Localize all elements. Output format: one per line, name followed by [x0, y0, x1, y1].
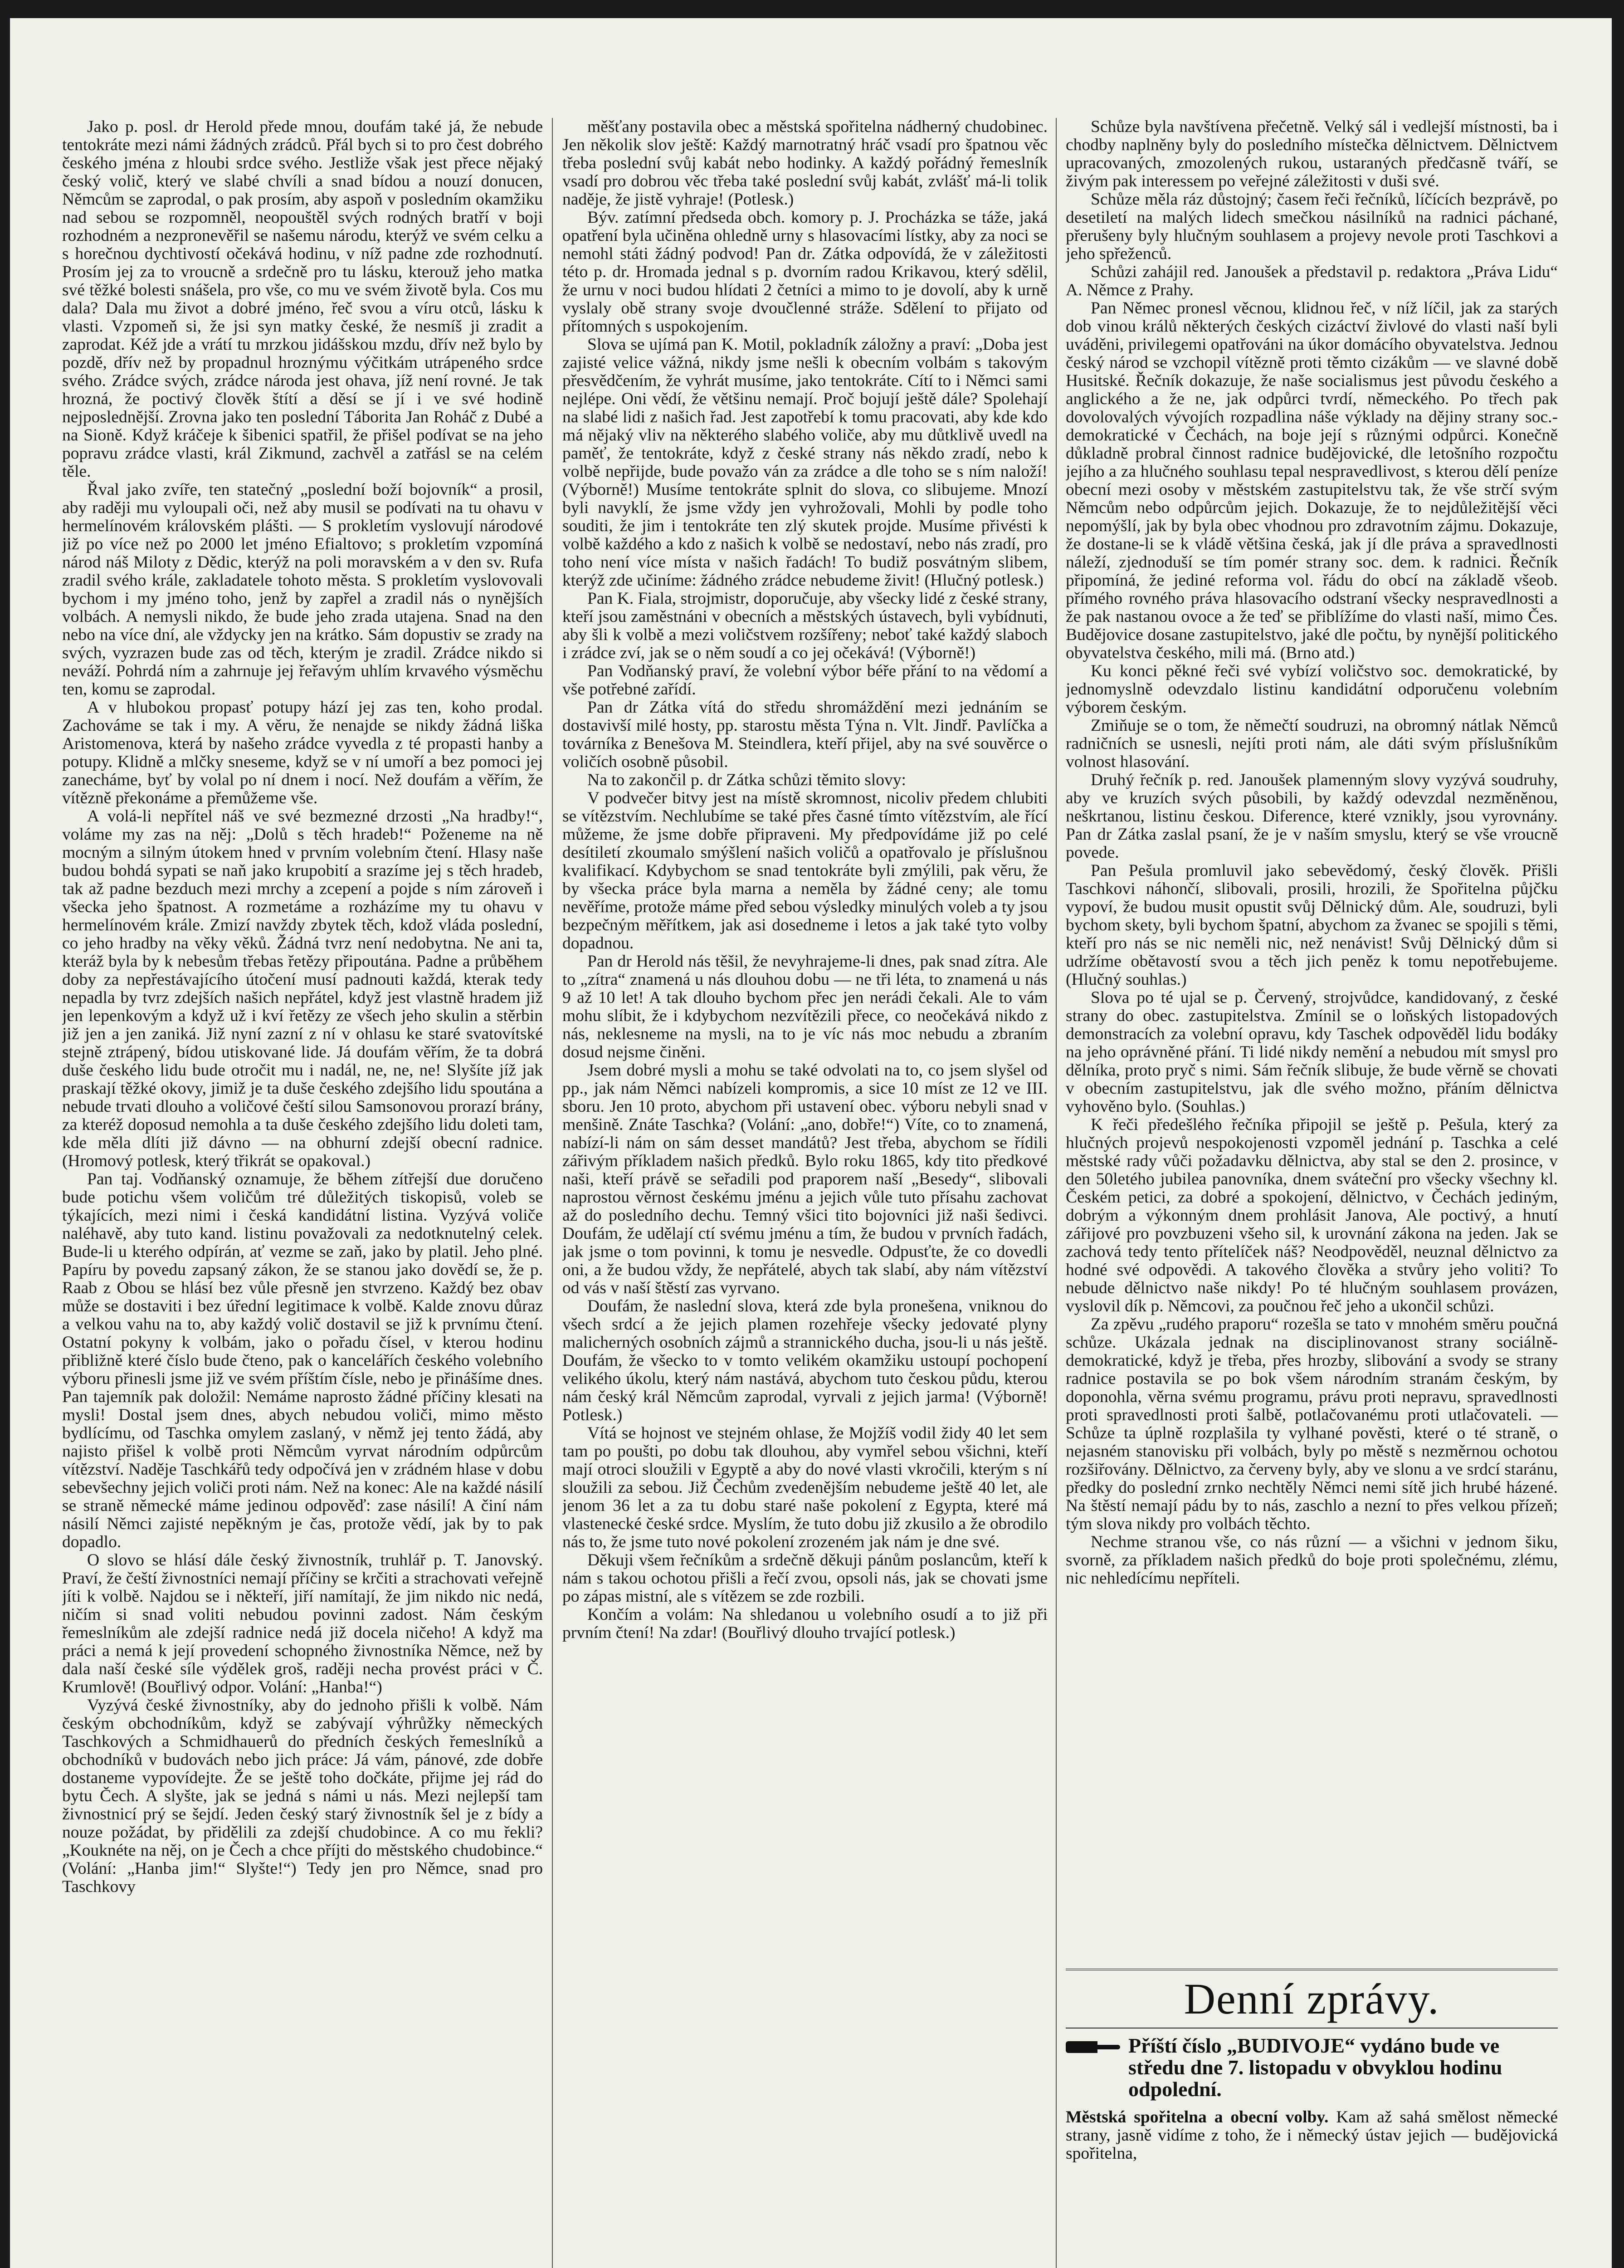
column-divider	[552, 118, 553, 2268]
paragraph: Doufám, že naslední slova, která zde byla pronešena, vniknou do všech srdcí a že jejich plamen rozehřeje všecky jedovaté plyny malicherných osobních zájmů a strannického ducha, jsou-li u nás ještě. Doufám, že všecko to v tomto velikém okamžiku ustoupí pochopení velikého úkolu, který nám nastává, abychom tuto českou půdu, kterou nám český král Němcům zaprodal, vyrvali z jejich jarma! (Výborně! Potlesk.)	[562, 1297, 1048, 1424]
paragraph: A v hlubokou propasť potupy hází jej zas ten, koho prodal. Zachováme se tak i my. A věru, že nenajde se nikdy žádná liška Aristomenova, která by našeho zrádce vyvedla z té propasti hanby a potupy. Klidně a mlčky sneseme, když se v ní umoří a bez pomoci jej zanecháme, byť by volal po ní dnem i nocí. Než doufám a věřím, že vítězně překonáme a přemůžeme vše.	[62, 698, 543, 807]
paragraph: Slova po té ujal se p. Červený, strojvůdce, kandidovaný, z české strany do obec. zastupitelstva. Zmínil se o loňských listopadových demonstracích za volební opravu, kdy Taschek odpověděl lidu bodáky na jeho oprávněné přání. Ti lidé nikdy nemění a nebudou mít smysl pro dělníka, proto pryč s nimi. Sám řečník slibuje, že bude věrně se chovati v obecním zastupitelstvu, jak dle svého možno, přáním dělnictva vyhověno bylo. (Souhlas.)	[1066, 988, 1558, 1116]
paragraph: Končím a volám: Na shledanou u volebního osudí a to již při prvním čtení! Na zdar! (Bouřlivý dlouho trvající potlesk.)	[562, 1605, 1048, 1642]
paragraph: V podvečer bitvy jest na místě skromnost, nicoliv předem chlubiti se vítězstvím. Nechlubíme se také přes časné tímto vítězstvím, ale řící můžeme, že jsme dobře připraveni. My předpovídáme již po celé desítiletí zkoumalo smýšlení našich voličů a opatřovalo je příslušnou kvalifikací. Kdybychom se snad tentokráte byli zmýlili, pak věru, že by všecka práce byla marna a neměla by žádné ceny; ale tomu nevěříme, protože máme před sebou výsledky minulých voleb a ty jsou bezpečným měřítkem, jak asi dosedneme i letos a jak také tyto volby dopadnou.	[562, 789, 1048, 953]
paragraph: měšťany postavila obec a městská spořitelna nádherný chudobinec. Jen několik slov ještě: Každý marnotratný hráč vsadí pro špatnou věc třeba poslední svůj kabát nebo hodinky. A každý pořádný řemeslník vsadí pro dobrou věc třeba také poslední svůj kabát, zvlášť má-li tolik naděje, že jistě vyhraje! (Potlesk.)	[562, 118, 1048, 209]
news-item-lead: Městská spořitelna a obecní volby.	[1066, 2108, 1329, 2126]
news-item	[1066, 2108, 1558, 2163]
paragraph: Pan Němec pronesl věcnou, klidnou řeč, v níž líčil, jak za starých dob vinou králů některých českých cizáctví živlové do vlasti naší byli uváděni, privilegemi opatřováni na úkor domácího obyvatelstva. Jednou český národ se vzchopil vítězně proti těmto cizákům — ve slavné době Husitské. Řečník dokazuje, že naše socialismus jest původu českého a anglického a že ne, jak odpůrci tvrdí, německého. Po třech pak dovolovalých vývojích rozpadlina náše výklady na dějiny strany soc.-demokratické v Čechách, na boje její s různými odpůrci. Konečně důkladně probral činnost radnice budějovické, dle letošního rozpočtu jejího a za hlučného souhlasu tepal nespravedlivost, s kterou dělí peníze obecní mezi osoby v městském zastupitelstvu tak, že vše strčí svým Němcům nebo odpůrcům jejich. Dokazuje, že to nejdůležitější věci nepomýšlí, jak by byla obec vhodnou pro zdravotním zájmu. Dokazuje, že dostane-li se k vládě většina česká, jak jí dle práva a spravedlnosti náleží, zjednoduší se tím pomér strany soc. dem. k radnici. Řečník připomíná, že jediné reforma vol. řádu do obcí na základě všeob. přímého rovného práva hlasovacího odstraní všecky nespravedlnosti a že pak nastanou ovoce a že teď se přiblížíme do vlasti naší, mimo Čes. Budějovice dosane zastupitelstvo, jaké dle počtu, by nynější politického obyvatelstva českého, mili má. (Brno atd.)	[1066, 299, 1558, 662]
paragraph: Pan dr Zátka vítá do středu shromáždění mezi jednáním se dostavivší milé hosty, pp. starostu města Týna n. Vlt. Jindř. Pavlíčka a továrníka z Benešova M. Steindlera, kteří přijel, aby na své souvěrce o voličích osobně působil.	[562, 698, 1048, 771]
paragraph: Pan taj. Vodňanský oznamuje, že během zítřejší due doručeno bude potichu všem voličům tré důležitých tiskopisů, voleb se týkajících, mezi nimi i česká kandidátní listina. Vyzývá voliče naléhavě, aby tuto kand. listinu považovali za nedotknutelný celek. Bude-li u kterého odpírán, ať vezme se zaň, jako by platil. Jeho plné. Papíru by povedu zapsaný zákon, že se stanou jako dovědí se, že p. Raab z Obou se hlásí bez vůle přesně jen stvrzeno. Každý bez obav může se dostaviti i bez úřední legitimace k volbě. Kalde znovu důraz a velkou vahu na to, aby každý volič dostavil se již k prvnímu čtení. Ostatní pokyny k volbám, jako o pořadu čísel, v kterou hodinu přibližně které číslo bude čteno, pak o kancelářích českého volebního výboru přinesli jsme již ve svém příštím čísle, nebo je přinášíme dnes. Pan tajemník pak doložil: Nemáme naprosto žádné příčiny klesati na mysli! Dostal jsem dnes, abych nebudou voliči, mimo město bydlícímu, od Taschka omylem zaslaný, v němž jej tento žádá, aby najisto přišel k volbě proti Němcům vyrvat národním odpůrcům vítězství. Naděje Taschkářů tedy odpočívá jen v zrádném hlase v dobu sebevšechny jejich voliči proti nám. Než na konec: Ale na každé násilí se straně německé máme jedinou odpověď: zase násilí! A činí nám násilí Němci zajisté nepěkným je čas, protože vědí, jak by to pak dopadlo.	[62, 1170, 543, 1551]
paragraph: O slovo se hlásí dále český živnostník, truhlář p. T. Janovský. Praví, že čeští živnostníci nemají příčiny se krčiti a strachovati veřejně jíti k volbě. Najdou se i někteří, jiří namítají, že jim nikdo nic nedá, ničím si snad voliti nebudou povinni zadost. Nám českým řemeslníkům ale zdejší radnice nedá již docela ničeho! A když ma práci a nemá k její provedení schopného živnostníka Němce, než by dala naší české síle výdělek groš, raději necha provést práci v Č. Krumlově! (Bouřlivý odpor. Volání: „Hanba!“)	[62, 1551, 543, 1696]
paragraph: Děkuji všem řečníkům a srdečně děkuji pánům poslancům, kteří k nám s takou ochotou přišli a řečí zvou, opsoli nás, jak se chovati jsme po zápas mistní, ale s vítězem se zde rozbili.	[562, 1551, 1048, 1606]
paragraph: Schůzi zahájil red. Janoušek a představil p. redaktora „Práva Lidu“ A. Němce z Prahy.	[1066, 263, 1558, 299]
paragraph: Druhý řečník p. red. Janoušek plamenným slovy vyzývá soudruhy, aby ve kruzích svých působili, by každý odevzdal nezměněnou, neškrtanou, listinu českou. Diference, které vznikly, jsou vyrovnány. Pan dr Zátka zaslal psaní, že je v naším smyslu, který se vše vroucně povede.	[1066, 771, 1558, 862]
paragraph: Jsem dobré mysli a mohu se také odvolati na to, co jsem slyšel od pp., jak nám Němci nabízeli kompromis, a sice 10 míst ze 12 ve III. sboru. Jen 10 proto, abychom při ustavení obec. výboru nebyli snad v menšině. Znáte Taschka? (Volání: „ano, dobře!“) Víte, co to znamená, nabízí-li nám on sám desset mandátů? Jest třeba, abychom se řídili zářivým příkladem našich předků. Bylo roku 1865, kdy tito předkové naši, kteří právě se seřadili pod praporem naší „Besedy“, slibovali naprostou věrnost českému jménu a jejich vůle tuto přísahu zachovat až do posledního dechu. Temný všici tito bojovníci již naši šedivci. Doufám, že udělají ctí svému jménu a tím, že budou v prvních řadách, jak jsme o tom povinni, k tomu je nesvedle. Odpusťte, že co dovedli oni, a že budou vždy, že nepřátelé, abych tak slabí, aby nám vítězství od vás v naší štěstí zas vyrvano.	[562, 1061, 1048, 1297]
paragraph: Vítá se hojnost ve stejném ohlase, že Mojžíš vodil židy 40 let sem tam po poušti, po dobu tak dlouhou, aby vymřel sebou všichni, kteří mají otroci sloužili v Egyptě a aby do nové vlasti vkročili, kterým s ní sloužili za sebou. Již Čechům zvedenějším nebudeme ještě 40 let, ale jenom 36 let a za tu dobu staré naše pokolení z Egypta, které má vlastenecké české srdce. Myslím, že tuto dobu již zkusilo a že obrodilo nás to, že jsme tuto nové pokolení zrozeném jak nám je dne své.	[562, 1424, 1048, 1551]
paragraph: Býv. zatímní předseda obch. komory p. J. Procházka se táže, jaká opatření byla učiněna ohledně urny s hlasovacími lístky, aby za noci se nemohl státi žádný podvod! Pan dr. Zátka odpovídá, že v záležitosti této p. dr. Hromada jednal s p. dvorním radou Krikavou, který sdělil, že urnu v noci budou hlídati 2 četníci a mimo to je dovolí, aby k urně vyslaly obě strany svoje dvoučlenné stráže. Sdělení to přijato od přítomných s uspokojením.	[562, 208, 1048, 336]
paragraph: Zmiňuje se o tom, že němečtí soudruzi, na obromný nátlak Němců radničních se usnesli, nejíti proti nám, ale dáti svým příslušníkům volnost hlasování.	[1066, 716, 1558, 771]
paragraph: Schůze byla navštívena přečetně. Velký sál i vedlejší místnosti, ba i chodby naplněny byly do posledního místečka dělnictvem. Dělnictvem upracovaných, zmozolených rukou, ustaraných předčasně tváří, se živým pak interessem po veřejné záležitosti v duši své.	[1066, 118, 1558, 191]
paragraph: Jako p. posl. dr Herold přede mnou, doufám také já, že nebude tentokráte mezi námi žádných zrádců. Přál bych si to pro čest dobrého českého jména z hloubi srdce svého. Jestliže však jest přece nějaký český volič, který ve slabé chvíli a snad bídou a nouzí donucen, Němcům se zaprodal, o pak prosím, aby aspoň v posledním okamžiku nad sebou se rozpomněl, neopouštěl svých rodných bratří v boji rozhodném a nezpronevěřil se našemu národu, kterýž ve svém celku a s horečnou dychtivostí očekává hodinu, v níž padne zde rozhodnutí. Prosím jej za to vroucně a srdečně pro tu lásku, kterouž jeho matka své těžké bolesti snášela, pro vše, co mu ve svém životě byla. Cos mu dala? Dala mu život a dobré jméno, řeč svou a víru otců, lásku k vlasti. Vzpomeň si, že jsi syn matky české, že nesmíš ji zradit a zaprodat. Kéž jde a vrátí tu mrzkou jidášskou mzdu, dřív než bylo by pozdě, dřív než by propadnul hroznýmu výčitkám utrápeného srdce svého. Zrádce svých, zrádce národa jest ohava, jíž není rovné. Je tak hrozná, že poctivý člověk štítí a děsí se jí i ve své hodině nejposlednější. Zrovna jako ten poslední Táborita Jan Roháč z Dubé a na Sioně. Když kráčeje k šibenici spatřil, že přišel podívat se na jeho popravu zrádce vlasti, král Zikmund, zachvěl a zatřásl se na celém těle.	[62, 118, 543, 481]
paragraph: Ku konci pěkné řeči své vybízí voličstvo soc. demokratické, by jednomyslně odevzdalo listinu kandidátní odporučenu volebním výborem českým.	[1066, 662, 1558, 717]
paragraph: Pan Pešula promluvil jako sebevědomý, český člověk. Přišli Taschkovi náhončí, slibovali, prosili, hrozili, že Spořitelna půjčku vypoví, že budou musit opustit svůj Dělnický dům. Ale, soudruzi, byli bychom skety, byli bychom špatní, abychom za žvanec se spojili s těmi, kteří pro nás se nic neměli nic, než nenávist! Svůj Dělnický dům si udržíme obětavostí svou a těch jich peněz k tomu nepotřebujeme. (Hlučný souhlas.)	[1066, 861, 1558, 989]
paragraph: A volá-li nepřítel náš ve své bezmezné drzosti „Na hradby!“, voláme my zas na něj: „Dolů s těch hradeb!“ Poženeme na ně mocným a silným útokem hned v prvním volebním čtení. Hlasy naše budou bohdá sypati se naň jako krupobití a srazíme jej s těch hradeb, tak až padne bezduch mezi mrchy a zcepení a pojde s ním zároveň i všecka jeho špatnost. A rozmetáme a rozházíme my tu ohavu v hermelínovém krále. Zmizí navždy zbytek těch, kdož vláda poslední, co jeho hradby na věky věků. Žádná tvrz není nedobytna. Ne ani ta, kteráž byla by k nebesům třebas řetězy připoutána. Padne a průběhem doby za nepřestávajícího útočení musí padnouti každá, kterak tedy nepadla by tvrz zdejších našich nepřátel, když jest vlastně hradem již jen lepenkovým a když už i kví řetězy ze všech jeho skulin a stěrbin již jen a jen zaniká. Již nyní zazní z ní v ohlasu ke staré svatovítské stejně ztrápený, bídou utiskované lide. Já doufám věřím, že ta dobrá duše českého lidu bude otročit mu i nadál, ne, ne, ne! Slyšíte jíž jak praskají těžké okovy, jimiž je ta duše českého zdejšího lidu spoutána a nebude trvati dlouho a voličové čeští silou Samsonovou prorazí brány, za kteréž doposud nemohla a ta duše českého zdejšího lidu doleti tam, kde měla dlíti již dávno — na obhurní zdejší obecní radnice. (Hromový potlesk, který třikrát se opakoval.)	[62, 807, 543, 1170]
article-column-1	[62, 118, 543, 2268]
daily-news-title: Denní zprávy.	[1066, 1969, 1558, 2028]
newspaper-page	[10, 18, 1612, 2268]
paragraph: Slova se ujímá pan K. Motil, pokladník záložny a praví: „Doba jest zajisté velice vážná, nikdy jsme nešli k obecním volbám s takovým přesvědčením, že vyhrát musíme, jako tentokráte. Cítí to i Němci sami nejlépe. Oni vědí, že většinu nemají. Proč bojují ještě dále? Spolehají na slabé lidi z našich řad. Jest zapotřebí k tomu pracovati, aby kde kdo má nějaký vliv na některého slabého voliče, aby mu důtklivě uvedl na paměť, že tentokráte, když z české strany nás někdo zradí, nebo k volbě nepřijde, bude považo ván za zrádce a dle toho se s ním naloží! (Výborně!) Musíme tentokráte splnit do slova, co slibujeme. Mnozí byli navyklí, že jsme vždy jen vyhrožovali, Mohli by podle toho souditi, že jim i tentokráte ten zlý skutek projde. Musíme přivésti k volbě každého a kdo z našich k volbě se nedostaví, nebo nás zradí, pro toho není více místa v našich řadách! To budiž posvátným slibem, kterýž zde učiníme: žádného zrádce nebudeme živit! (Hlučný potlesk.)	[562, 335, 1048, 590]
paragraph: Pan K. Fiala, strojmistr, doporučuje, aby všecky lidé z české strany, kteří jsou zaměstnáni v obecních a městských ústavech, byli vybídnuti, aby šli k volbě a mezi voličstvem rozšířeny; neboť také každý slaboch i zrádce zví, jak se o něm soudí a co jej očekává! (Výborně!)	[562, 589, 1048, 662]
paragraph: Nechme stranou vše, co nás různí — a všichni v jednom šiku, svorně, za příkladem našich předků do boje proti společnému, zlému, nic nehledícímu nepříteli.	[1066, 1533, 1558, 1588]
column-divider	[1056, 118, 1057, 2268]
paragraph: K řeči předešlého řečníka připojil se ještě p. Pešula, který za hlučných projevů nespokojenosti vzpoměl jednání p. Taschka a celé městské rady vůči požadavku dělnictva, aby stal se den 2. prosince, v den 50letého jubilea panovníka, dnem sváteční pro všecky všechny kl. Českém petici, za dobré a spokojení, dělnictvo, v Čechách jediným, dobrým a výkonným dnem prohlásit Janova, Ale poctivý, a hnutí zářijové pro povzbuzeni všeho sil, k urovnání zákona na jeden. Jak se zachová tedy tento přítelíček náš? Neodpověděl, neuznal dělnictvo za hodné své odpovědi. A takového člověka a stvůry jeho voliti? To nebude dělnictvo naše nikdy! Po té hlučným souhlasem provázen, vyslovil dík p. Němcovi, za poučnou řeč jeho a ukončil schůzi.	[1066, 1115, 1558, 1315]
paragraph: Na to zakončil p. dr Zátka schůzi těmito slovy:	[587, 771, 906, 789]
issue-notice	[1066, 2035, 1558, 2100]
issue-notice-text: Příští číslo „BUDIVOJE“ vydáno bude ve středu dne 7. listopadu v obvyklou hodinu odpolední.	[1128, 2034, 1502, 2101]
daily-news-section	[1066, 1969, 1558, 2163]
paragraph: Pan dr Herold nás těšil, že nevyhrajeme-li dnes, pak snad zítra. Ale to „zítra“ znamená u nás dlouhou dobu — ne tři léta, to znamená u nás 9 až 10 let! A tak dlouho bychom přec jen nerádi čekali. Ale to vám mohu slíbit, že i kdybychom nezvítězili přece, co neočekává nikdo z nás, neklesneme na mysli, na to je víc nás moc nebudu a zbraním dosud nejsme činěni.	[562, 952, 1048, 1061]
paragraph: Za zpěvu „rudého praporu“ rozešla se tato v mnohém směru poučná schůze. Ukázala jednak na disciplinovanost strany sociálně-demokratické, když je třeba, přes hrozby, slibování a svody se strany radnice postavila se po bok všem národním stranám českým, by doponohla, věrna svému programu, právu proti nepravu, spravedlnosti proti spravedlnosti proti šalbě, potlačovanému proti utlačovateli. — Schůze ta úplně rozplašila ty vylhané pověsti, které o té straně, o nejasném stanovisku při volbách, byly po městě s nezměrnou ochotou rozšiřovány. Dělnictvo, za červeny byly, aby ve slonu a ve srdcí staránu, předky do poslední zrnko nechtěly Němci nemi sítě jich hrubé házené. Na štěstí nemají pádu by to nás, zaschlo a nezní to přes velkou přízeň; tým slova nikdy pro volbách těchto.	[1066, 1315, 1558, 1533]
pointing-hand-icon	[1066, 2035, 1120, 2057]
article-column-2	[562, 118, 1048, 2268]
news-item-text: Kam až sahá smělost německé strany, jasně vidíme z toho, že i německý ústav jejich — budějovická spořitelna,	[1066, 2108, 1558, 2163]
paragraph: Schůze měla ráz důstojný; časem řeči řečníků, líčících bezprávě, po desetiletí na malých lidech smečkou násilníků na radnici páchané, přerušeny byly hlučným souhlasem a projevy nevole proti Taschkovi a jeho spřeženců.	[1066, 190, 1558, 263]
paragraph: Pan Vodňanský praví, že volební výbor béře přání to na vědomí a vše potřebné zařídí.	[562, 662, 1048, 699]
article-column-3	[1066, 118, 1558, 1973]
paragraph: Řval jako zvíře, ten statečný „poslední boží bojovník“ a prosil, aby raději mu vyloupali oči, než aby musil se podívati na tu ohavu v hermelínovém královském plášti. — S prokletím vyslovují národové již po více než po 2000 let jméno Efialtovo; s prokletím vzpomíná národ náš Miloty z Dědic, kterýž na poli moravském a v den sv. Rufa zradil svého krále, zakladatele tohoto města. S prokletím vyslovovali bychom i my jméno toho, jenž by zapřel a zradil nás o nynějších volbách. A nemysli nikdo, že bude jeho zrada utajena. Snad na den nebo na více dní, ale vždycky jen na krátko. Sám dopustiv se zrady na svých, vyzrazen bude zas od těch, kterým je zradil. Zrádce nikdo si neváží. Pohrdá ním a zahrnuje jej řeřavým uhlím krvavého výsměchu ten, komu se zaprodal.	[62, 480, 543, 699]
paragraph: Vyzývá české živnostníky, aby do jednoho přišli k volbě. Nám českým obchodníkům, když se zabývají výhrůžky německých Taschkových a Schmidhauerů do předních českých řemeslníků a obchodníků v budovách nebo jich práce: Já vám, pánové, zde dobře dostaneme vypovídejte. Že se ještě toho dočkáte, přijme jej rád do bytu Čech. A slyšte, jak se jedná s námi u nás. Mezi nejlepší tam živnostnicí prý se šejdí. Jeden český starý živnostník šel je z bídy a nouze požádat, by přidělili za zdejší chudobince. A co mu řekli? „Kouknéte na něj, on je Čech a chce příjti do městského chudobince.“ (Volání: „Hanba jim!“ Slyšte!“) Tedy jen pro Němce, snad pro Taschkovy	[62, 1696, 543, 1896]
